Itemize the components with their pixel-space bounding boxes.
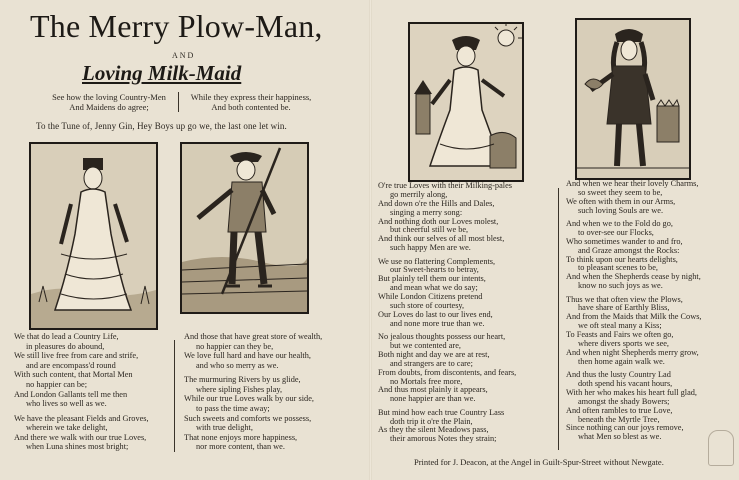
verse-line: And thus the lusty Country Lad	[566, 370, 671, 380]
plowman-figure-icon	[182, 144, 307, 312]
verse-line: With her who makes his heart full glad,	[566, 387, 697, 397]
verse-line: We love full hard and have our health,	[184, 351, 311, 361]
verse-line: and are encompass'd round	[26, 360, 116, 370]
verse-line: And think our selves of all most blest,	[378, 234, 505, 244]
verse-line: such happy Men are we.	[390, 243, 471, 253]
verse-line: To Feasts and Fairs we often go,	[566, 330, 674, 340]
verse-line: We that do lead a Country Life,	[14, 332, 119, 341]
argument-line: And both contented be.	[211, 102, 291, 112]
verse-line: And when we to the Fold do go,	[566, 219, 673, 228]
argument-line: See how the loving Country-Men	[52, 92, 166, 102]
argument-left	[46, 92, 172, 112]
verse-line: when Luna shines most bright;	[26, 442, 129, 452]
verse-line: And there we walk with our true Loves,	[14, 432, 147, 442]
verse-line: Both night and day we are at rest,	[378, 349, 490, 359]
title-conjunction: AND	[172, 51, 196, 60]
verse-line: but cheerful still we be,	[390, 225, 469, 235]
verse-line: Such sweets and comforts we possess,	[184, 413, 312, 423]
verse-line: and none more true than we.	[390, 318, 485, 328]
verse-line: their amorous Notes they strain;	[390, 434, 497, 444]
verse-line: where divers sports we see,	[578, 339, 670, 349]
verse-line: Thus we that often view the Plows,	[566, 294, 683, 304]
verse-line: such loving Souls are we.	[578, 205, 664, 215]
verse-line: go merrily along,	[390, 189, 448, 199]
verse-line: And those that have great store of wealth,	[184, 332, 323, 341]
verse-line: While our true Loves walk by our side,	[184, 394, 314, 404]
verse-line: We often with them in our Arms,	[566, 196, 676, 206]
verse-line: Since nothing can our joys remove,	[566, 423, 684, 433]
argument-line: And Maidens do agree;	[69, 102, 149, 112]
verse-line: no happier can be;	[26, 379, 88, 389]
lady-figure-icon	[410, 24, 522, 180]
verse-line: singing a merry song:	[390, 207, 463, 217]
verse-line: But mind how each true Country Lass	[378, 407, 505, 417]
page-title: The Merry Plow-Man,	[30, 8, 323, 44]
verse-line: To think upon our hearts delights,	[566, 254, 678, 264]
verse-line: We still live free from care and strife,	[14, 351, 139, 361]
verse-line: our Sweet-hearts to betray,	[390, 265, 479, 275]
verse-line: The murmuring Rivers by us glide,	[184, 375, 301, 385]
verse-line: doth trip it o're the Plain,	[390, 416, 473, 426]
verse-line: no Mortals free more,	[390, 376, 463, 386]
verse-line: While London Citizens pretend	[378, 292, 483, 302]
woodcut-lady	[408, 22, 524, 182]
verse-line: No jealous thoughts possess our heart,	[378, 332, 506, 342]
verse-line: to pass the time away;	[196, 403, 270, 413]
woodcut-plowman	[180, 142, 309, 314]
imprint: Printed for J. Deacon, at the Angel in Guilt-Spur-Street without Newgate.	[414, 457, 664, 467]
verse-line: From doubts, from discontents, and fears,	[378, 367, 517, 377]
verse-line: beneath the Myrtle Tree,	[578, 414, 660, 424]
woodcut-milkmaid	[29, 142, 158, 330]
verse-column-1	[14, 332, 149, 452]
verse-line: And often rambles to true Love,	[566, 405, 673, 415]
verse-line: have share of Earthly Bliss,	[578, 303, 670, 313]
verse-line: Who sometimes wander to and fro,	[566, 236, 683, 246]
verse-line: but we contented are,	[390, 341, 461, 351]
library-stamp	[708, 430, 734, 466]
verse-line: with true delight,	[196, 423, 253, 433]
verse-line: what Men so blest as we.	[578, 432, 662, 442]
tune-line: To the Tune of, Jenny Gin, Hey Boys up go we, the last one let win.	[36, 121, 287, 131]
verse-line: And when night Shepherds merry grow,	[566, 347, 699, 357]
verse-line: And London Gallants tell me then	[14, 389, 128, 399]
verse-line: we oft steal many a Kiss;	[578, 321, 662, 331]
verse-line: none happier are than we.	[390, 394, 476, 404]
verse-line: to pleasant scenes to be,	[578, 263, 658, 273]
verse-line: such store of courtesy,	[390, 301, 465, 311]
verse-line: And when the Shepherds cease by night,	[566, 272, 701, 282]
column-divider	[174, 340, 175, 452]
verse-line: then home again walk we.	[578, 356, 665, 366]
verse-line: to over-see our Flocks,	[578, 227, 654, 237]
verse-line: and mean what we do say;	[390, 283, 478, 293]
verse-line: And when we hear their lovely Charms,	[566, 179, 699, 188]
verse-line: O're true Loves with their Milking-pales	[378, 181, 512, 190]
verse-line: We have the pleasant Fields and Groves,	[14, 413, 149, 423]
verse-line: and who so merry as we.	[196, 360, 279, 370]
verse-column-4	[566, 180, 702, 442]
verse-line: And from the Maids that Milk the Cows,	[566, 312, 702, 322]
verse-line: no happier can they be,	[196, 341, 274, 351]
column-divider	[558, 188, 559, 450]
verse-line: who lives so well as we.	[26, 399, 107, 409]
verse-line: where sipling Fishes play,	[196, 384, 283, 394]
verse-line: As they the silent Meadows pass,	[378, 425, 489, 435]
verse-line: And nothing doth our Loves molest,	[378, 216, 499, 226]
woodcut-gentleman	[575, 18, 691, 180]
verse-line: and strangers are to care;	[390, 358, 473, 368]
verse-line: nor more content, than we.	[196, 442, 285, 452]
verse-line: so sweet they seem to be,	[578, 187, 663, 197]
verse-line: We use no flattering Complements,	[378, 256, 496, 266]
argument-line: While they express their happiness,	[190, 92, 312, 102]
verse-column-3	[378, 182, 516, 444]
verse-line: and Graze amongst the Rocks:	[578, 245, 680, 255]
verse-line: And down o're the Hills and Dales,	[378, 198, 495, 208]
verse-line: amongst the shady Bowers;	[578, 396, 670, 406]
center-fold	[369, 0, 372, 480]
verse-line: With such content, that Mortal Men	[14, 370, 133, 380]
verse-line: And thus most plainly it appears,	[378, 385, 488, 395]
verse-line: Our Loves do last to our lives end,	[378, 309, 493, 319]
verse-line: doth spend his vacant hours,	[578, 379, 673, 389]
verse-line: That none enjoys more happiness,	[184, 432, 298, 442]
verse-line: wherein we take delight,	[26, 423, 108, 433]
verse-column-2	[184, 332, 322, 452]
verse-line: know no such joys as we.	[578, 281, 663, 291]
verse-line: But plainly tell them our intents,	[378, 274, 486, 284]
page-subtitle: Loving Milk-Maid	[82, 61, 242, 85]
verse-line: in pleasures do abound,	[26, 341, 105, 351]
gentleman-figure-icon	[577, 20, 689, 178]
woman-figure-icon	[31, 144, 156, 328]
argument-right	[178, 92, 319, 112]
